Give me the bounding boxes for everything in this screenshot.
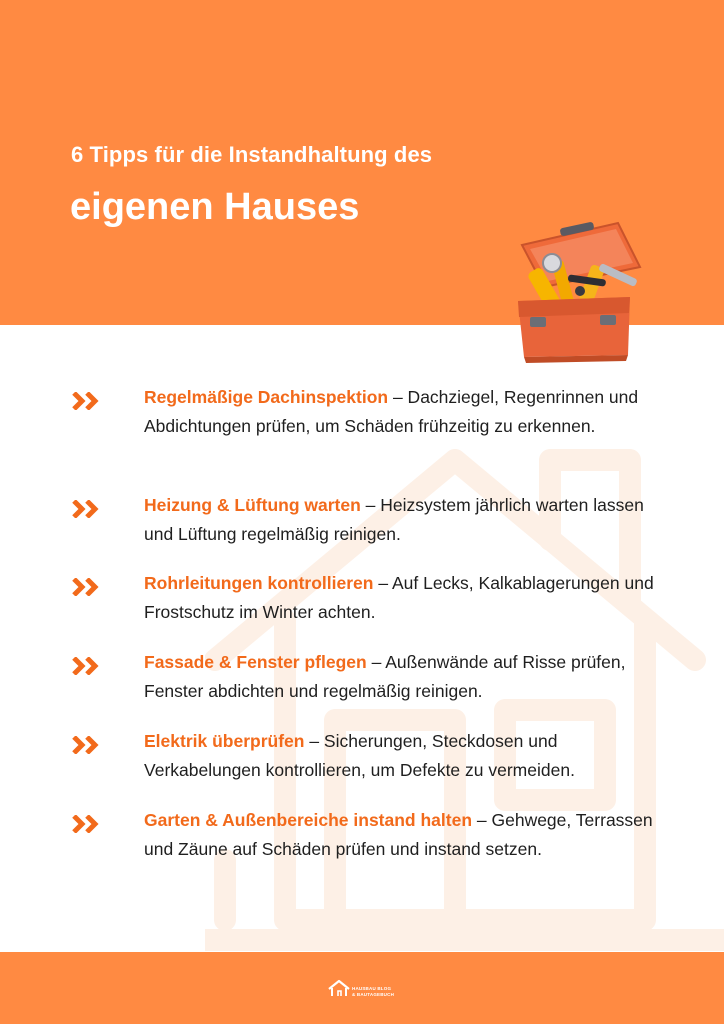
tip-description: – Dachziegel, Regenrinnen und Abdichtungen prüfen, um Schäden frühzeitig zu erkennen. [144, 387, 639, 436]
tip-text [144, 491, 654, 549]
tip-description: – Gehwege, Terrassen und Zäune auf Schäden prüfen und instand setzen. [144, 810, 653, 859]
double-chevron-icon [72, 657, 106, 675]
tip-title: Garten & Außenbereiche instand halten [144, 810, 473, 830]
tip-title: Rohrleitungen kontrollieren [144, 573, 374, 593]
tip-text [144, 569, 654, 627]
tip-text [144, 383, 654, 441]
logo-text: HAUSBAU BLOG [352, 986, 392, 991]
tip-title: Elektrik überprüfen [144, 731, 305, 751]
double-chevron-icon [72, 392, 106, 410]
tip-title: Heizung & Lüftung warten [144, 495, 361, 515]
tip-text [144, 806, 654, 864]
tip-text [144, 727, 654, 785]
page-title: eigenen Hauses [70, 186, 360, 228]
tip-text [144, 648, 654, 706]
tip-description: – Auf Lecks, Kalkablagerungen und Frostschutz im Winter achten. [144, 573, 654, 622]
double-chevron-icon [72, 815, 106, 833]
double-chevron-icon [72, 736, 106, 754]
double-chevron-icon [72, 578, 106, 596]
tip-description: – Außenwände auf Risse prüfen, Fenster abdichten und regelmäßig reinigen. [144, 652, 626, 701]
logo-subtext: & BAUTAGEBUCH [352, 992, 395, 997]
tip-title: Fassade & Fenster pflegen [144, 652, 367, 672]
double-chevron-icon [72, 500, 106, 518]
tip-description: – Heizsystem jährlich warten lassen und Lüftung regelmäßig reinigen. [144, 495, 644, 544]
tip-description: – Sicherungen, Steckdosen und Verkabelungen kontrollieren, um Defekte zu vermeiden. [144, 731, 575, 780]
page-subtitle: 6 Tipps für die Instandhaltung des [71, 142, 433, 167]
tip-title: Regelmäßige Dachinspektion [144, 387, 389, 407]
